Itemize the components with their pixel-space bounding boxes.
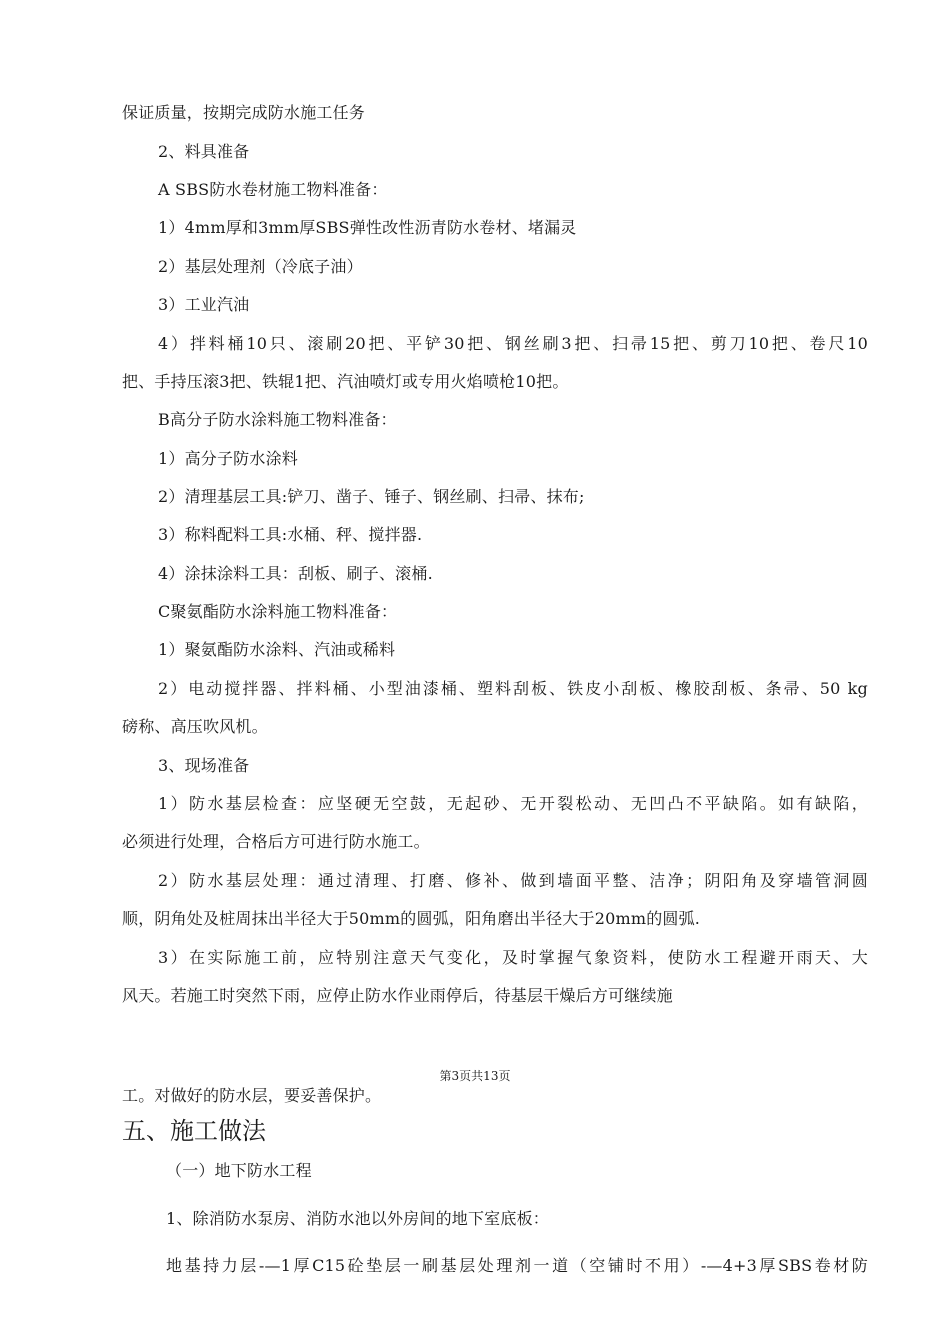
paragraph-line: C聚氨酯防水涂料施工物料准备： — [158, 602, 398, 621]
list-item: 2）清理基层工具:铲刀、凿子、锤子、钢丝刷、扫帚、抹布; — [158, 487, 585, 506]
chapter-heading: 五、施工做法 — [122, 1117, 266, 1145]
paragraph-line: B高分子防水涂料施工物料准备： — [158, 410, 397, 429]
list-item: 1）4mm厚和3mm厚SBS弹性改性沥青防水卷材、堵漏灵 — [158, 218, 577, 237]
subsection-heading: （一）地下防水工程 — [166, 1161, 312, 1180]
paragraph-line: 风天。若施工时突然下雨，应停止防水作业雨停后，待基层干燥后方可继续施 — [122, 986, 673, 1005]
list-item: 2）基层处理剂（冷底子油） — [158, 257, 363, 276]
section-heading: 3、现场准备 — [158, 756, 250, 775]
subsection-heading: 1、除消防水泵房、消防水池以外房间的地下室底板： — [166, 1209, 549, 1228]
section-heading: 2、料具准备 — [158, 142, 250, 161]
paragraph-line: A SBS防水卷材施工物料准备： — [158, 180, 388, 199]
list-item: 3）称料配料工具:水桶、秤、搅拌器. — [158, 525, 423, 544]
list-item: 3）在实际施工前，应特别注意天气变化，及时掌握气象资料，使防水工程避开雨天、大 — [158, 948, 868, 967]
list-item: 4）拌料桶10只、滚刷20把、平铲30把、钢丝刷3把、扫帚15把、剪刀10把、卷尺10 — [158, 334, 868, 353]
list-item: 1）聚氨酯防水涂料、汽油或稀料 — [158, 640, 396, 659]
list-item: 2）防水基层处理：通过清理、打磨、修补、做到墙面平整、洁净；阴阳角及穿墙管洞圆 — [158, 871, 868, 890]
list-item: 2）电动搅拌器、拌料桶、小型油漆桶、塑料刮板、铁皮小刮板、橡胶刮板、条帚、50 kg — [158, 679, 868, 698]
list-item: 1）防水基层检查：应坚硬无空鼓，无起砂、无开裂松动、无凹凸不平缺陷。如有缺陷， — [158, 794, 868, 813]
list-item: 3）工业汽油 — [158, 295, 250, 314]
paragraph-line: 顺，阴角处及桩周抹出半径大于50mm的圆弧，阳角磨出半径大于20mm的圆弧. — [122, 909, 701, 928]
paragraph-line: 磅称、高压吹风机。 — [122, 717, 268, 736]
paragraph-line: 把、手持压滚3把、铁辊1把、汽油喷灯或专用火焰喷枪10把。 — [122, 372, 569, 391]
list-item: 1）高分子防水涂料 — [158, 449, 298, 468]
paragraph-line: 必须进行处理，合格后方可进行防水施工。 — [122, 832, 430, 851]
paragraph-line: 地基持力层-—1厚C15砼垫层一刷基层处理剂一道（空铺时不用）-—4+3厚SBS卷材防 — [166, 1256, 868, 1275]
page-footer: 第3页共13页 — [439, 1069, 511, 1083]
paragraph-line: 工。对做好的防水层，要妥善保护。 — [122, 1086, 382, 1105]
list-item: 4）涂抹涂料工具：刮板、刷子、滚桶. — [158, 564, 433, 583]
paragraph-line: 保证质量，按期完成防水施工任务 — [122, 103, 366, 122]
